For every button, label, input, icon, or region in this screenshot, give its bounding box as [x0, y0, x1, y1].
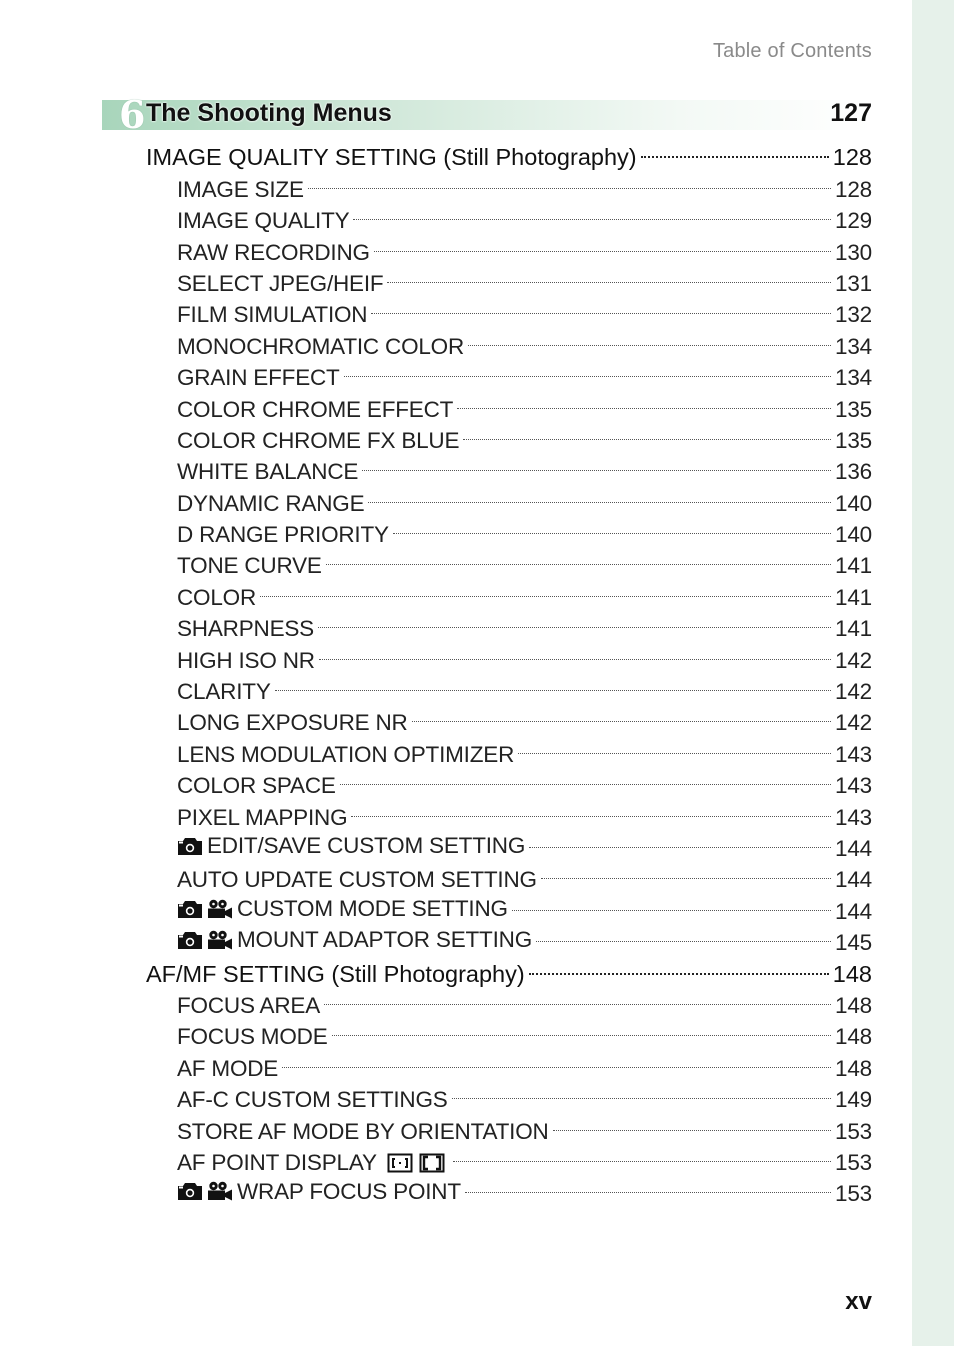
- chapter-title[interactable]: The Shooting Menus: [146, 99, 392, 127]
- toc-label-text: FOCUS AREA: [177, 992, 321, 1018]
- toc-label-text: IMAGE QUALITY SETTING (Still Photography): [146, 144, 637, 171]
- toc-item[interactable]: [177, 1107, 872, 1144]
- page-number: xv: [845, 1288, 872, 1315]
- toc-item[interactable]: [177, 1170, 872, 1207]
- toc-item[interactable]: [177, 1013, 872, 1050]
- toc-item[interactable]: [177, 260, 872, 296]
- dot-leader: [468, 322, 831, 353]
- toc-label-text: COLOR SPACE: [177, 773, 336, 799]
- toc-item[interactable]: [177, 605, 872, 642]
- dot-leader: [362, 448, 831, 479]
- dot-leader: [541, 856, 831, 887]
- toc-page-number: 142: [835, 647, 872, 673]
- dot-leader: [387, 260, 831, 291]
- dot-leader: [275, 668, 831, 699]
- toc-page-number: 143: [835, 804, 872, 830]
- dot-leader: [529, 950, 829, 981]
- toc-page-number: 132: [835, 302, 872, 328]
- toc-label-text: SELECT JPEG/HEIF: [177, 270, 384, 296]
- toc-item[interactable]: [177, 322, 872, 359]
- toc-page-number: 144: [835, 867, 872, 893]
- toc-label: [177, 1176, 465, 1207]
- toc-label-text: AF-C CUSTOM SETTINGS: [177, 1087, 448, 1113]
- toc-page-number: 134: [835, 333, 872, 359]
- toc-item[interactable]: [177, 668, 872, 705]
- toc-page-number: 140: [835, 490, 872, 516]
- toc-item[interactable]: [177, 1044, 872, 1081]
- toc-item[interactable]: [177, 793, 872, 830]
- toc-label-text: WRAP FOCUS POINT: [237, 1178, 461, 1204]
- dot-leader: [282, 1044, 831, 1075]
- toc-page-number: 128: [835, 176, 872, 202]
- dot-leader: [529, 825, 831, 856]
- camera-icon: [177, 930, 203, 950]
- dot-leader: [326, 542, 831, 573]
- toc-page-number: 135: [835, 396, 872, 422]
- toc-page-number: 148: [835, 1024, 872, 1050]
- toc-item[interactable]: [177, 762, 872, 799]
- dot-leader: [463, 417, 831, 448]
- toc-label-text: TONE CURVE: [177, 553, 322, 579]
- toc-label-text: IMAGE SIZE: [177, 176, 304, 202]
- dot-leader: [641, 134, 829, 165]
- toc-page-number: 153: [835, 1181, 872, 1207]
- toc-label-text: FILM SIMULATION: [177, 302, 368, 328]
- dot-leader: [393, 511, 831, 542]
- toc-page-number: 148: [835, 992, 872, 1018]
- toc-label-text: AUTO UPDATE CUSTOM SETTING: [177, 867, 537, 893]
- camera-icon: [177, 899, 203, 919]
- toc-page-number: 153: [835, 1118, 872, 1144]
- toc-page-number: 129: [835, 208, 872, 234]
- toc-label-text: D RANGE PRIORITY: [177, 522, 389, 548]
- toc-item[interactable]: [177, 982, 872, 1018]
- chapter-number: 6: [119, 92, 146, 137]
- toc-item[interactable]: [177, 448, 872, 485]
- toc-page-number: 131: [835, 270, 872, 296]
- toc-item[interactable]: [177, 291, 872, 328]
- toc-section[interactable]: [146, 134, 872, 171]
- toc-label-text: LENS MODULATION OPTIMIZER: [177, 741, 515, 767]
- toc-item[interactable]: [177, 1076, 872, 1113]
- dot-leader: [340, 762, 831, 793]
- movie-camera-icon: [207, 1181, 233, 1201]
- dot-leader: [453, 1139, 831, 1170]
- toc-item[interactable]: [177, 856, 872, 893]
- toc-page-number: 141: [835, 616, 872, 642]
- toc-item[interactable]: [177, 1139, 872, 1175]
- dot-leader: [536, 919, 831, 950]
- dot-leader: [368, 479, 831, 510]
- toc-page-number: 143: [835, 773, 872, 799]
- dot-leader: [351, 793, 831, 824]
- toc-item[interactable]: [177, 385, 872, 422]
- toc-label-text: COLOR CHROME FX BLUE: [177, 427, 460, 453]
- toc-label-text: AF POINT DISPLAY: [177, 1149, 377, 1175]
- dot-leader: [518, 730, 831, 761]
- toc-item[interactable]: [177, 825, 872, 861]
- toc-page-number: 144: [835, 898, 872, 924]
- toc-page-number: 143: [835, 741, 872, 767]
- toc-item[interactable]: [177, 573, 872, 610]
- dot-leader: [512, 887, 831, 918]
- dot-leader: [344, 354, 831, 385]
- dot-leader: [332, 1013, 832, 1044]
- toc-label-text: COLOR CHROME EFFECT: [177, 396, 454, 422]
- running-header: Table of Contents: [712, 40, 872, 62]
- toc-label-text: CLARITY: [177, 679, 271, 705]
- toc-item[interactable]: [177, 511, 872, 548]
- toc-item[interactable]: [177, 228, 872, 265]
- toc-label-text: GRAIN EFFECT: [177, 365, 340, 391]
- camera-icon: [177, 1181, 203, 1201]
- movie-camera-icon: [207, 899, 233, 919]
- dot-leader: [553, 1107, 832, 1138]
- toc-label-text: SHARPNESS: [177, 616, 314, 642]
- toc-label-text: FOCUS MODE: [177, 1024, 328, 1050]
- toc-page-number: 149: [835, 1087, 872, 1113]
- dot-leader: [371, 291, 831, 322]
- toc-page-number: 142: [835, 679, 872, 705]
- toc-page-number: 145: [835, 930, 872, 956]
- toc-page-number: 148: [832, 960, 872, 987]
- dot-leader: [324, 982, 831, 1013]
- toc-page-number: 142: [835, 710, 872, 736]
- toc-item[interactable]: [177, 919, 872, 956]
- camera-icon: [177, 836, 203, 856]
- toc-page-number: 135: [835, 427, 872, 453]
- toc-label-text: COLOR: [177, 584, 257, 610]
- dot-leader: [465, 1170, 831, 1201]
- dot-leader: [457, 385, 831, 416]
- dot-leader: [452, 1076, 831, 1107]
- toc-page-number: 153: [835, 1149, 872, 1175]
- toc-item[interactable]: [177, 542, 872, 579]
- toc-label-text: MONOCHROMATIC COLOR: [177, 333, 465, 359]
- toc-page-number: 134: [835, 365, 872, 391]
- toc-item[interactable]: [177, 730, 872, 767]
- toc-page-number: 128: [832, 144, 872, 171]
- toc-label-text: DYNAMIC RANGE: [177, 490, 365, 516]
- toc-list: [0, 134, 954, 1207]
- toc-section[interactable]: [146, 950, 872, 987]
- toc-page-number: 144: [835, 835, 872, 861]
- toc-label-text: RAW RECORDING: [177, 239, 370, 265]
- toc-page-number: 148: [835, 1055, 872, 1081]
- toc-page-number: 141: [835, 553, 872, 579]
- toc-item[interactable]: [177, 479, 872, 516]
- dot-leader: [308, 165, 831, 196]
- toc-label-text: WHITE BALANCE: [177, 459, 359, 485]
- chapter-page[interactable]: 127: [830, 99, 872, 127]
- toc-label-text: EDIT/SAVE CUSTOM SETTING: [207, 833, 526, 859]
- toc-item[interactable]: [177, 887, 872, 924]
- toc-item[interactable]: [177, 636, 872, 673]
- toc-item[interactable]: [177, 165, 872, 202]
- dot-leader: [319, 636, 831, 667]
- toc-item[interactable]: [177, 197, 872, 234]
- toc-page-number: 141: [835, 584, 872, 610]
- toc-label-text: PIXEL MAPPING: [177, 804, 348, 830]
- toc-item[interactable]: [177, 699, 872, 736]
- toc-label-text: AF/MF SETTING (Still Photography): [146, 960, 525, 987]
- toc-page-number: 136: [835, 459, 872, 485]
- toc-page-number: 140: [835, 522, 872, 548]
- dot-leader: [353, 197, 831, 228]
- toc-item[interactable]: [177, 354, 872, 391]
- dot-leader: [318, 605, 831, 636]
- toc-label-text: AF MODE: [177, 1055, 279, 1081]
- toc-label-text: MOUNT ADAPTOR SETTING: [237, 927, 533, 953]
- movie-camera-icon: [207, 930, 233, 950]
- toc-label-text: CUSTOM MODE SETTING: [237, 896, 508, 922]
- toc-label-text: STORE AF MODE BY ORIENTATION: [177, 1118, 549, 1144]
- dot-leader: [374, 228, 831, 259]
- toc-label-text: LONG EXPOSURE NR: [177, 710, 408, 736]
- dot-leader: [412, 699, 831, 730]
- toc-label-text: HIGH ISO NR: [177, 647, 315, 673]
- toc-label-text: IMAGE QUALITY: [177, 208, 350, 234]
- toc-item[interactable]: [177, 417, 872, 453]
- dot-leader: [260, 573, 831, 604]
- toc-page-number: 130: [835, 239, 872, 265]
